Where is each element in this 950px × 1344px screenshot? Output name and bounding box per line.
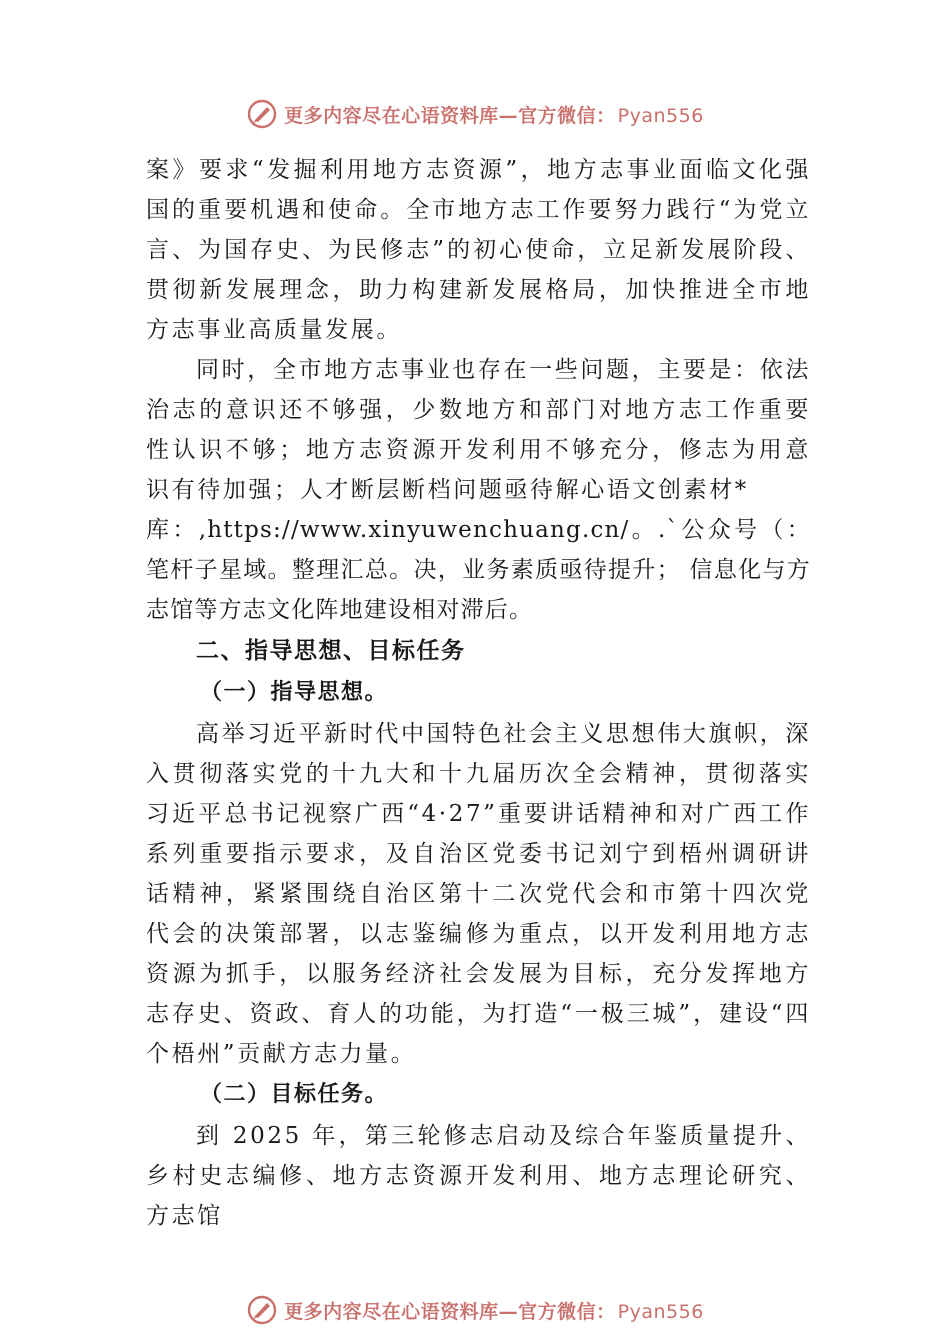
banner-wechat-handle: Pyan556 — [617, 1300, 704, 1323]
paragraph-problems: 同时，全市地方志事业也存在一些问题，主要是：依法治志的意识还不够强，少数地方和部门对地方志工作重要性认识不够；地方志资源开发利用不够充分，修志为用意识有待加强；人才断层断档问题亟待解心语文创素材* — [146, 357, 811, 503]
brush-logo-icon — [246, 98, 278, 130]
brush-logo-icon — [246, 1294, 278, 1326]
paragraph-problems-continued: 库：,https://www.xinyuwenchuang.cn/。.`公众号（：笔杆子星域。整理汇总。决，业务素质亟待提升； 信息化与方志馆等方志文化阵地建设相对滞后。 — [146, 517, 811, 623]
paragraph-guiding-thought: 高举习近平新时代中国特色社会主义思想伟大旗帜，深入贯彻落实党的十九大和十九届历次全会精神，贯彻落实习近平总书记视察广西“4·27”重要讲话精神和对广西工作系列重要指示要求，及自治区党委书记刘宁到梧州调研讲话精神，紧紧围绕自治区第十二次党代会和市第十四次党代会的决策部署，以志鉴编修为重点，以开发利用地方志资源为抓手，以服务经济社会发展为目标，充分发挥地方志存史、资政、育人的功能，为打造“一极三城”，建设“四个梧州”贡献方志力量。 — [146, 721, 811, 1067]
document-body — [146, 150, 811, 1236]
header-watermark-banner — [0, 92, 950, 136]
paragraph-opportunity: 案》要求“发掘利用地方志资源”，地方志事业面临文化强国的重要机遇和使命。全市地方志工作要努力践行“为党立言、为国存史、为民修志”的初心使命，立足新发展阶段、贯彻新发展理念，助力构建新发展格局，加快推进全市地方志事业高质量发展。 — [146, 157, 811, 343]
subheading-guiding-thought: （一）指导思想。 — [200, 680, 389, 705]
banner-text: 更多内容尽在心语资料库—官方微信： Pyan556 — [284, 1300, 704, 1323]
paragraph-target-tasks: 到 2025 年，第三轮修志启动及综合年鉴质量提升、乡村史志编修、地方志资源开发利用、地方志理论研究、方志馆 — [146, 1123, 811, 1229]
section-heading-guiding-thought: 二、指导思想、目标任务 — [196, 638, 466, 664]
banner-text: 更多内容尽在心语资料库—官方微信： Pyan556 — [284, 104, 704, 127]
subheading-target-tasks: （二）目标任务。 — [200, 1082, 389, 1107]
footer-watermark-banner — [0, 1288, 950, 1332]
banner-wechat-handle: Pyan556 — [617, 104, 704, 127]
